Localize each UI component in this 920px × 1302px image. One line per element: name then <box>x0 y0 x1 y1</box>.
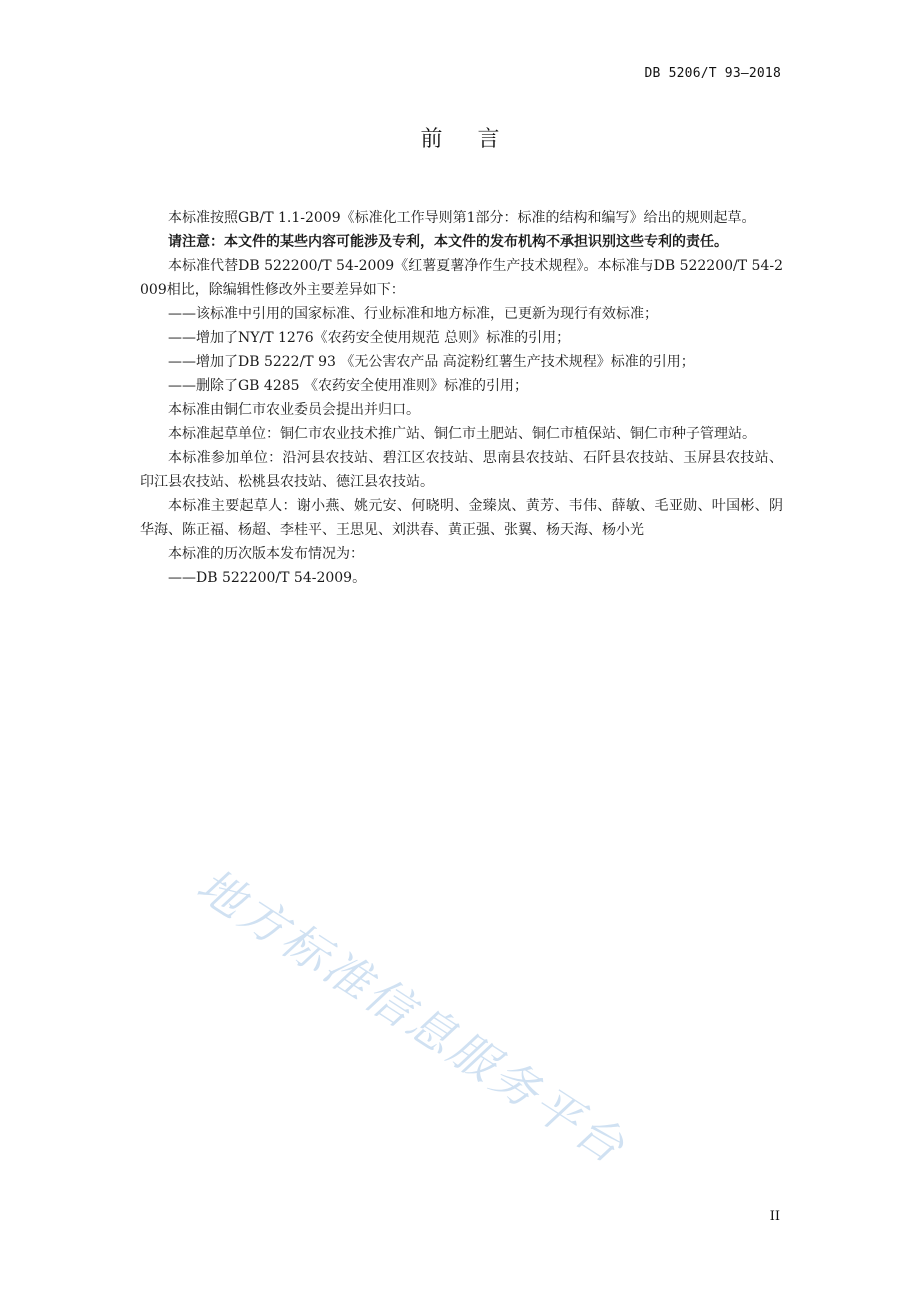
paragraph-patent-notice: 请注意：本文件的某些内容可能涉及专利，本文件的发布机构不承担识别这些专利的责任。 <box>168 234 728 250</box>
change-item-added-ny-t-1276: ——增加了NY/T 1276《农药安全使用规范 总则》标准的引用； <box>168 330 571 346</box>
document-code: DB 5206/T 93—2018 <box>644 66 781 81</box>
paragraph-drafting-rules: 本标准按照GB/T 1.1-2009《标准化工作导则第1部分：标准的结构和编写》给出的规则起草。 <box>168 210 756 226</box>
page-title: 前 言 <box>420 127 514 152</box>
paragraph-version-history: 本标准的历次版本发布情况为： <box>168 546 364 562</box>
page-number: II <box>769 1209 780 1224</box>
change-item-removed-gb-4285: ——删除了GB 4285 《农药安全使用准则》标准的引用； <box>168 378 528 394</box>
watermark: 地方标准信息服务平台 <box>187 857 637 1176</box>
paragraph-proposed-by: 本标准由铜仁市农业委员会提出并归口。 <box>168 402 420 418</box>
document-body <box>140 206 783 590</box>
version-history-item: ——DB 522200/T 54-2009。 <box>168 570 367 586</box>
paragraph-drafting-units: 本标准起草单位：铜仁市农业技术推广站、铜仁市土肥站、铜仁市植保站、铜仁市种子管理站。 <box>168 426 756 442</box>
paragraph-replaces: 本标准代替DB 522200/T 54-2009《红薯夏薯净作生产技术规程》。本标准与DB 522200/T 54-2009相比，除编辑性修改外主要差异如下： <box>140 258 783 298</box>
change-item-added-db-5222: ——增加了DB 5222/T 93 《无公害农产品 高淀粉红薯生产技术规程》标准的引用； <box>168 354 695 370</box>
change-item-updated-standards: ——该标准中引用的国家标准、行业标准和地方标准，已更新为现行有效标准； <box>168 306 658 322</box>
paragraph-drafters: 本标准主要起草人：谢小燕、姚元安、何晓明、金臻岚、黄芳、韦伟、薛敏、毛亚勋、叶国彬、阴华海、陈正福、杨超、李桂平、王思见、刘洪春、黄正强、张翼、杨天海、杨小光 <box>140 498 783 538</box>
paragraph-participating-units: 本标准参加单位：沿河县农技站、碧江区农技站、思南县农技站、石阡县农技站、玉屏县农技站、印江县农技站、松桃县农技站、德江县农技站。 <box>140 450 783 490</box>
